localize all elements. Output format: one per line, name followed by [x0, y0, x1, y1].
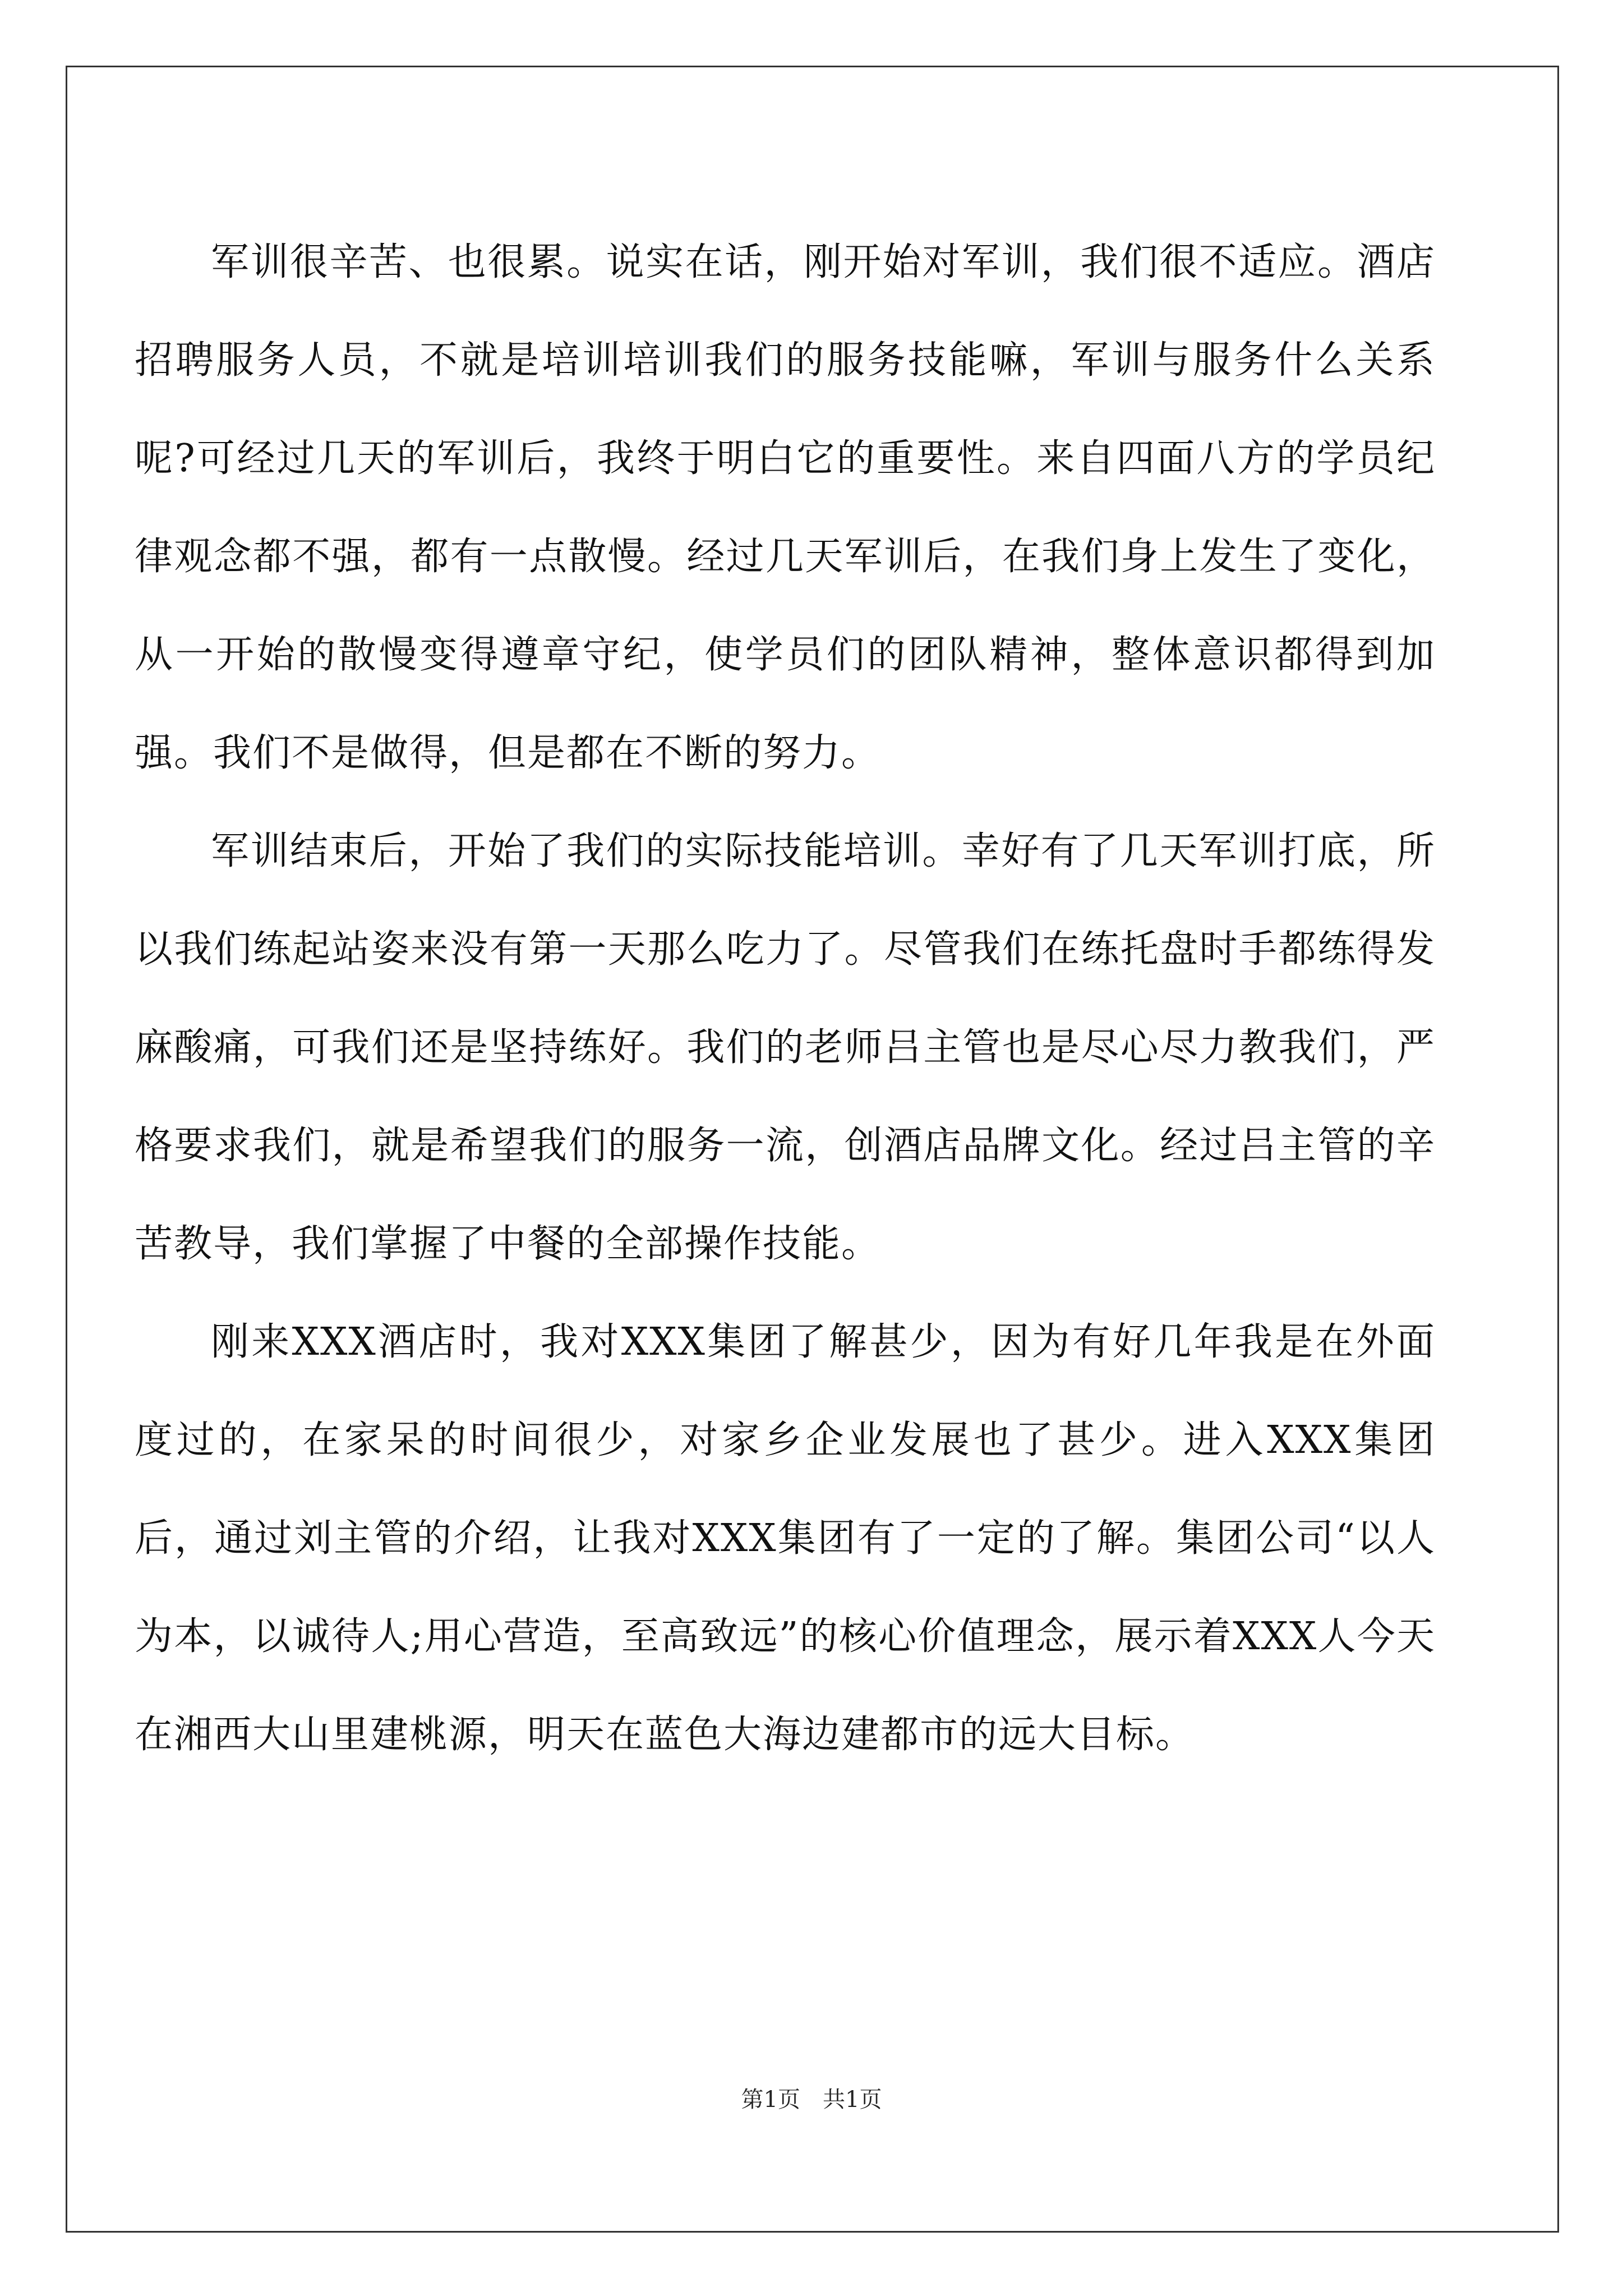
page-footer — [0, 2086, 1623, 2114]
paragraph-1: 军训很辛苦、也很累。说实在话，刚开始对军训，我们很不适应。酒店招聘服务人员，不就是培训培训我们的服务技能嘛，军训与服务什么关系呢?可经过几天的军训后，我终于明白它的重要性。来自四面八方的学员纪律观念都不强，都有一点散慢。经过几天军训后，在我们身上发生了变化，从一开始的散慢变得遵章守纪，使学员们的团队精神，整体意识都得到加强。我们不是做得，但是都在不断的努力。 — [135, 240, 1436, 775]
paragraph-3: 刚来XXX酒店时，我对XXX集团了解甚少，因为有好几年我是在外面度过的，在家呆的时间很少，对家乡企业发展也了甚少。进入XXX集团后，通过刘主管的介绍，让我对XXX集团有了一定的了解。集团公司“以人为本，以诚待人;用心营造，至高致远”的核心价值理念，展示着XXX人今天在湘西大山里建桃源，明天在蓝色大海边建都市的远大目标。 — [135, 1320, 1436, 1757]
page-total: 共1页 — [823, 2087, 882, 2113]
document-body — [135, 213, 1436, 1784]
paragraph-2: 军训结束后，开始了我们的实际技能培训。幸好有了几天军训打底，所以我们练起站姿来没有第一天那么吃力了。尽管我们在练托盘时手都练得发麻酸痛，可我们还是坚持练好。我们的老师吕主管也是尽心尽力教我们，严格要求我们，就是希望我们的服务一流，创酒店品牌文化。经过吕主管的辛苦教导，我们掌握了中餐的全部操作技能。 — [135, 829, 1436, 1266]
page-number: 第1页 — [741, 2087, 800, 2113]
